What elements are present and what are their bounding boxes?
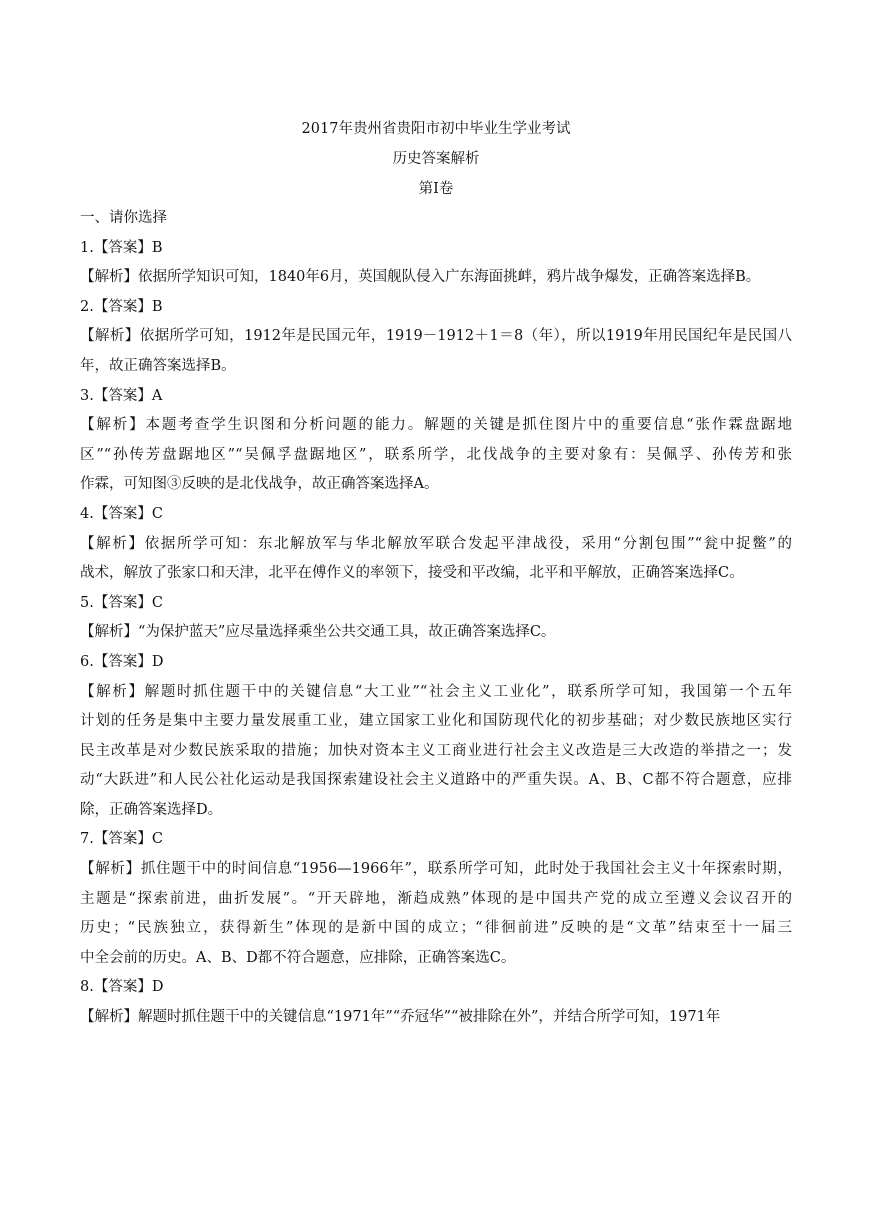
answer-item xyxy=(80,293,792,382)
answer-label: 4.【答案】C xyxy=(80,505,163,522)
volume-label: 第Ⅰ卷 xyxy=(418,181,454,197)
document-body xyxy=(80,114,792,1033)
analysis-text-line: 动“大跃进”和人民公社化运动是我国探索建设社会主义道路中的严重失误。A、B、C都不符合题意，应排 xyxy=(80,772,792,789)
answer-item xyxy=(80,589,792,648)
analysis-text-line: 【解析】依据所学可知：东北解放军与华北解放军联合发起平津战役，采用“分割包围”“瓮中捉鳖”的 xyxy=(80,535,792,552)
answer-label: 3.【答案】A xyxy=(80,387,163,404)
answer-label: 7.【答案】C xyxy=(80,831,163,848)
answer-label: 1.【答案】B xyxy=(80,239,163,256)
analysis-text-line: 年，故正确答案选择B。 xyxy=(80,357,236,374)
analysis-text-line: 除，正确答案选择D。 xyxy=(80,801,223,818)
analysis-text-line: 【解析】解题时抓住题干中的关键信息“大工业”“社会主义工业化”，联系所学可知，我国第一个五年 xyxy=(80,683,792,700)
answer-item xyxy=(80,234,792,293)
answer-item xyxy=(80,648,792,826)
answer-item xyxy=(80,382,792,500)
answer-list xyxy=(80,234,792,1033)
analysis-text-line: 【解析】依据所学知识可知，1840年6月，英国舰队侵入广东海面挑衅，鸦片战争爆发，正确答案选择B。 xyxy=(80,269,761,286)
analysis-text-line: 主题是“探索前进，曲折发展”。“开天辟地，渐趋成熟”体现的是中国共产党的成立至遵义会议召开的 xyxy=(80,890,792,907)
analysis-text-line: 战术，解放了张家口和天津，北平在傅作义的率领下，接受和平改编，北平和平解放，正确答案选择C。 xyxy=(80,565,744,582)
analysis-text-line: 作霖，可知图③反映的是北伐战争，故正确答案选择A。 xyxy=(80,476,439,493)
answer-item xyxy=(80,825,792,973)
analysis-text-line: 【解析】“为保护蓝天”应尽量选择乘坐公共交通工具，故正确答案选择C。 xyxy=(80,624,556,641)
answer-label: 6.【答案】D xyxy=(80,653,164,670)
answer-item xyxy=(80,500,792,589)
analysis-text-line: 【解析】依据所学可知，1912年是民国元年，1919－1912＋1＝8（年），所以1919年用民国纪年是民国八 xyxy=(80,328,792,345)
analysis-text-line: 计划的任务是集中主要力量发展重工业，建立国家工业化和国防现代化的初步基础；对少数民族地区实行 xyxy=(80,713,792,730)
analysis-text-line: 历史；“民族独立，获得新生”体现的是新中国的成立；“徘徊前进”反映的是“文革”结束至十一届三 xyxy=(80,920,792,937)
analysis-text-line: 【解析】抓住题干中的时间信息“1956—1966年”，联系所学可知，此时处于我国社会主义十年探索时期， xyxy=(80,861,792,878)
answer-label: 2.【答案】B xyxy=(80,298,163,315)
analysis-text-line: 民主改革是对少数民族采取的措施；加快对资本主义工商业进行社会主义改造是三大改造的举措之一；发 xyxy=(80,742,792,759)
answer-label: 5.【答案】C xyxy=(80,594,163,611)
document-title: 2017年贵州省贵阳市初中毕业生学业考试 xyxy=(301,121,571,137)
analysis-text-line: 【解析】解题时抓住题干中的关键信息“1971年”“乔冠华”“被排除在外”，并结合所学可知，1971年 xyxy=(80,1009,721,1026)
analysis-text-line: 区”“孙传芳盘踞地区”“吴佩孚盘踞地区”，联系所学，北伐战争的主要对象有：吴佩孚、孙传芳和张 xyxy=(80,446,792,463)
answer-item xyxy=(80,973,792,1032)
section-heading: 一、请你选择 xyxy=(80,210,167,226)
analysis-text-line: 中全会前的历史。A、B、D都不符合题意，应排除，正确答案选C。 xyxy=(80,949,516,966)
analysis-text-line: 【解析】本题考查学生识图和分析问题的能力。解题的关键是抓住图片中的重要信息“张作霖盘踞地 xyxy=(80,417,792,434)
document-subtitle: 历史答案解析 xyxy=(392,151,480,167)
answer-label: 8.【答案】D xyxy=(80,979,164,996)
